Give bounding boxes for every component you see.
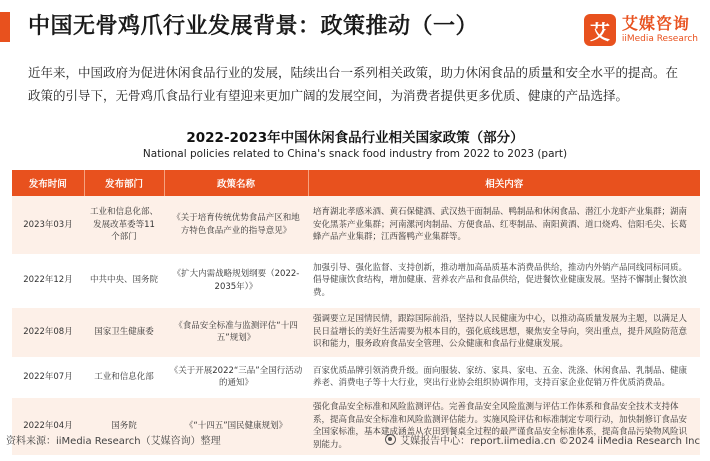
logo-name-en: iiMedia Research [621,34,698,44]
cell-content: 百家优质品牌引领消费升级。面向服装、家纺、家具、家电、五金、洗涤、休闲食品、乳制品、健康养老、消费电子等十大行业，突出行业协会组织协调作用，支持百家企业促销万件优质消费品。 [308,357,700,397]
title-accent-bar [0,12,10,42]
column-header-department: 发布部门 [84,170,164,196]
table-row [12,357,700,397]
cell-department: 中共中央、国务院 [84,254,164,307]
cell-policy: 《关于培育传统优势食品产区和地方特色食品产业的指导意见》 [164,196,308,254]
column-header-content: 相关内容 [308,170,700,196]
table-row [12,196,700,254]
cell-policy: 《食品安全标准与监测评估“十四五”规划》 [164,307,308,357]
policy-table [12,170,700,456]
cell-policy: 《“十四五”国民健康规划》 [164,397,308,455]
logo-name-cn: 艾媒咨询 [621,14,690,33]
cell-department: 国务院 [84,397,164,455]
cell-department: 国家卫生健康委 [84,307,164,357]
brand-logo [584,14,698,46]
table-row [12,254,700,307]
footer [385,432,700,447]
table-row [12,307,700,357]
cell-date: 2022年08月 [12,307,84,357]
report-center-icon [385,434,396,445]
footer-text: 艾媒报告中心：report.iimedia.cn ©2024 iiMedia Research Inc [400,436,700,447]
table-subtitle: National policies related to China's snack food industry from 2022 to 2023 (part) [142,148,568,160]
cell-date: 2022年07月 [12,357,84,397]
cell-content: 强化食品安全标准和风险监测评估。完善食品安全风险监测与评估工作体系和食品安全技术支持体系，提高食品安全标准和风险监测评估能力。实施风险评估和标准制定专项行动，加快制修订食品安全国家标准，基本建成涵盖从农田到餐桌全过程的最严谨食品安全标准体系，提高食品污染物风险识别能力。 [308,397,700,455]
cell-policy: 《关于开展2022“三品”全国行活动的通知》 [164,357,308,397]
cell-department: 工业和信息化部、发展改革委等11个部门 [84,196,164,254]
page-title: 中国无骨鸡爪行业发展背景：政策推动（一） [28,14,479,39]
cell-date: 2022年12月 [12,254,84,307]
cell-date: 2023年03月 [12,196,84,254]
cell-content: 强调要立足国情民情，跟踪国际前沿，坚持以人民健康为中心，以推动高质量发展为主题，以满足人民日益增长的美好生活需要为根本目的，强化底线思想，聚焦安全导向，突出重点，提升风险防范意识和能力，服务政府食品安全管理、公众健康和食品行业健康发展。 [308,307,700,357]
intro-paragraph: 近年来，中国政府为促进休闲食品行业的发展，陆续出台一系列相关政策，助力休闲食品的质量和安全水平的提高。在政策的引导下，无骨鸡爪食品行业有望迎来更加广阔的发展空间，为消费者提供更多优质、健康的产品选择。 [28,65,679,103]
cell-date: 2022年04月 [12,397,84,455]
cell-content: 培育湖北孝感米酒、黄石保健酒、武汉热干面制品、鸭制品和休闲食品、潜江小龙虾产业集群；湖南安化黑茶产业集群；河南漯河肉制品、方便食品、红枣制品、南阳黄酒、道口烧鸡、信阳毛尖、长葛蜂产品产业集群；江西酱鸭产业集群等。 [308,196,700,254]
table-header-row [12,170,700,196]
cell-content: 加强引导、强化监督、支持创新，推动增加高品质基本消费品供给，推动内外销产品同线同标同质。倡导健康饮食结构，增加健康、营养农产品和食品供给，促进餐饮业健康发展。坚持不懈制止餐饮浪费。 [308,254,700,307]
column-header-policy: 政策名称 [164,170,308,196]
data-source: 资料来源：iiMedia Research（艾媒咨询）整理 [6,436,221,447]
logo-icon: 艾 [584,14,616,46]
column-header-date: 发布时间 [12,170,84,196]
cell-policy: 《扩大内需战略规划纲要（2022-2035年）》 [164,254,308,307]
cell-department: 工业和信息化部 [84,357,164,397]
table-title: 2022-2023年中国休闲食品行业相关国家政策（部分） [186,130,524,146]
